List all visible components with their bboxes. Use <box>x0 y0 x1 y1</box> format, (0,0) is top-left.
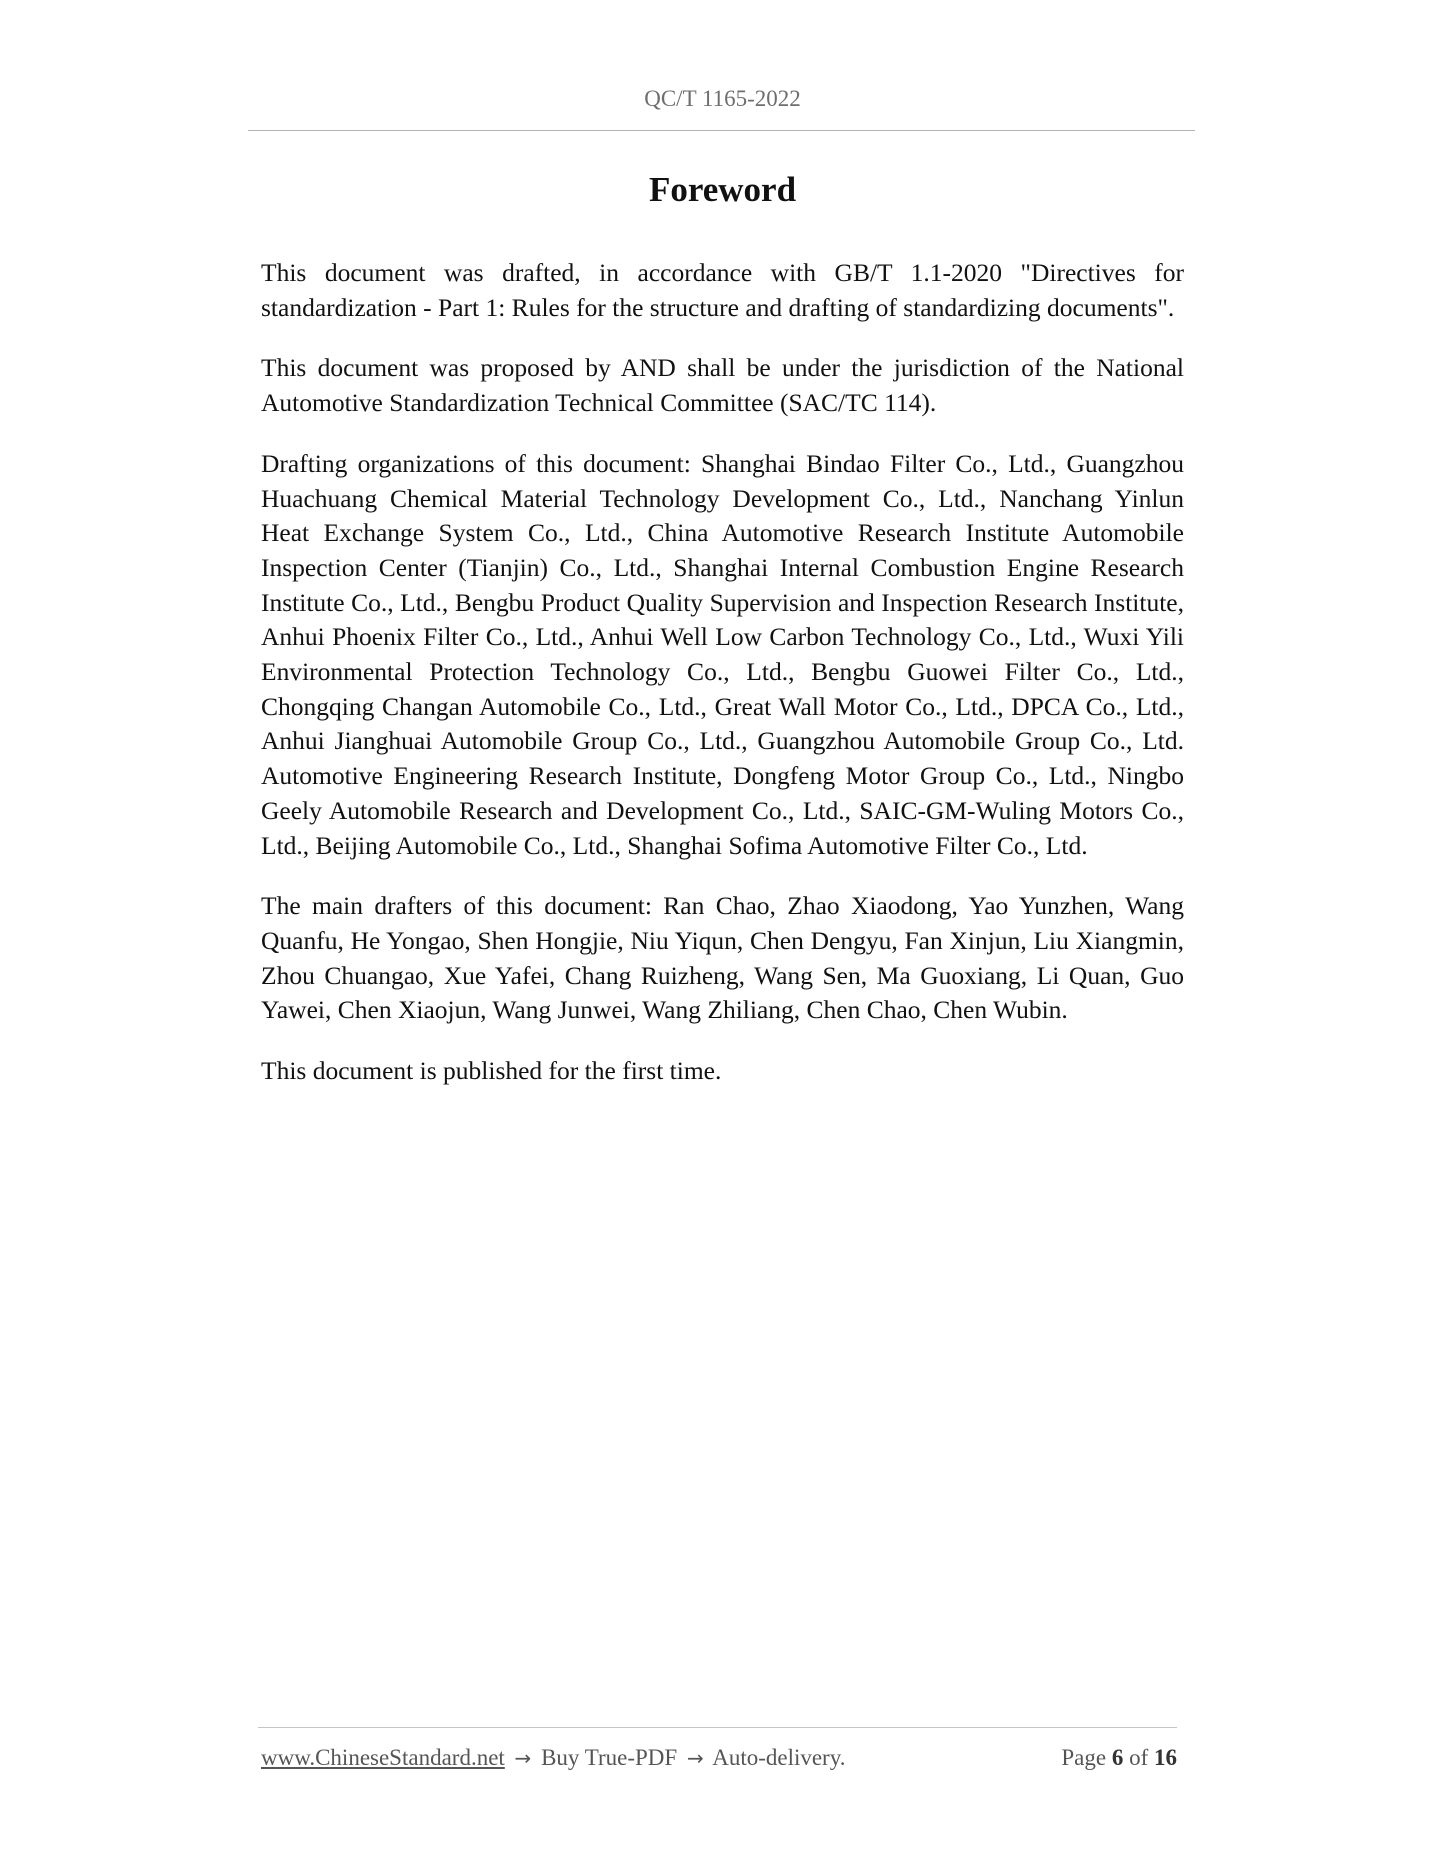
header-divider <box>248 130 1195 131</box>
page-number <box>1061 1745 1177 1771</box>
paragraph-jurisdiction: This document was proposed by AND shall be under the jurisdiction of the National Automotive Standardization Technical Committee (SAC/TC 114). <box>261 353 1184 418</box>
paragraph-drafting-rules: This document was drafted, in accordance with GB/T 1.1-2020 "Directives for standardization - Part 1: Rules for the structure and drafting of standardizing documents". <box>261 258 1184 322</box>
foreword-body <box>261 256 1184 1115</box>
buy-pdf-text: Buy True-PDF <box>541 1745 678 1770</box>
page-total: 16 <box>1154 1745 1177 1770</box>
arrow-right-icon: → <box>686 1746 704 1770</box>
document-code: QC/T 1165-2022 <box>644 86 801 111</box>
page-current: 6 <box>1111 1745 1124 1770</box>
paragraph-main-drafters: The main drafters of this document: Ran Chao, Zhao Xiaodong, Yao Yunzhen, Wang Quanfu, He Yongao, Shen Hongjie, Niu Yiqun, Chen Dengyu, Fan Xinjun, Liu Xiangmin, Zhou Chuangao, Xue Yafei, Chang Ruizheng, Wang Sen, Ma Guoxiang, Li Quan, Guo Yawei, Chen Xiaojun, Wang Junwei, Wang Zhiliang, Chen Chao, Chen Wubin. <box>261 891 1184 1025</box>
page-label: Page <box>1061 1745 1107 1770</box>
site-link[interactable]: www.ChineseStandard.net <box>261 1745 505 1770</box>
arrow-right-icon: → <box>514 1746 532 1770</box>
paragraph-first-publication: This document is published for the first time. <box>261 1056 722 1086</box>
page-title: Foreword <box>648 170 797 209</box>
page-of-label: of <box>1129 1745 1149 1770</box>
footer-divider <box>258 1727 1177 1728</box>
auto-delivery-text: Auto-delivery. <box>712 1745 846 1770</box>
paragraph-drafting-organizations: Drafting organizations of this document: Shanghai Bindao Filter Co., Ltd., Guangzhou Huachuang Chemical Material Technology Development Co., Ltd., Nanchang Yinlun Heat Exchange System Co., Ltd., China Automotive Research Institute Automobile Inspection Center (Tianjin) Co., Ltd., Shanghai Internal Combustion Engine Research Institute Co., Ltd., Bengbu Product Quality Supervision and Inspection Research Institute, Anhui Phoenix Filter Co., Ltd., Anhui Well Low Carbon Technology Co., Ltd., Wuxi Yili Environmental Protection Technology Co., Ltd., Bengbu Guowei Filter Co., Ltd., Chongqing Changan Automobile Co., Ltd., Great Wall Motor Co., Ltd., DPCA Co., Ltd., Anhui Jianghuai Automobile Group Co., Ltd., Guangzhou Automobile Group Co., Ltd. Automotive Engineering Research Institute, Dongfeng Motor Group Co., Ltd., Ningbo Geely Automobile Research and Development Co., Ltd., SAIC-GM-Wuling Motors Co., Ltd., Beijing Automobile Co., Ltd., Shanghai Sofima Automotive Filter Co., Ltd. <box>261 448 1184 860</box>
footer-promo <box>261 1745 845 1771</box>
page-header <box>0 86 1445 112</box>
